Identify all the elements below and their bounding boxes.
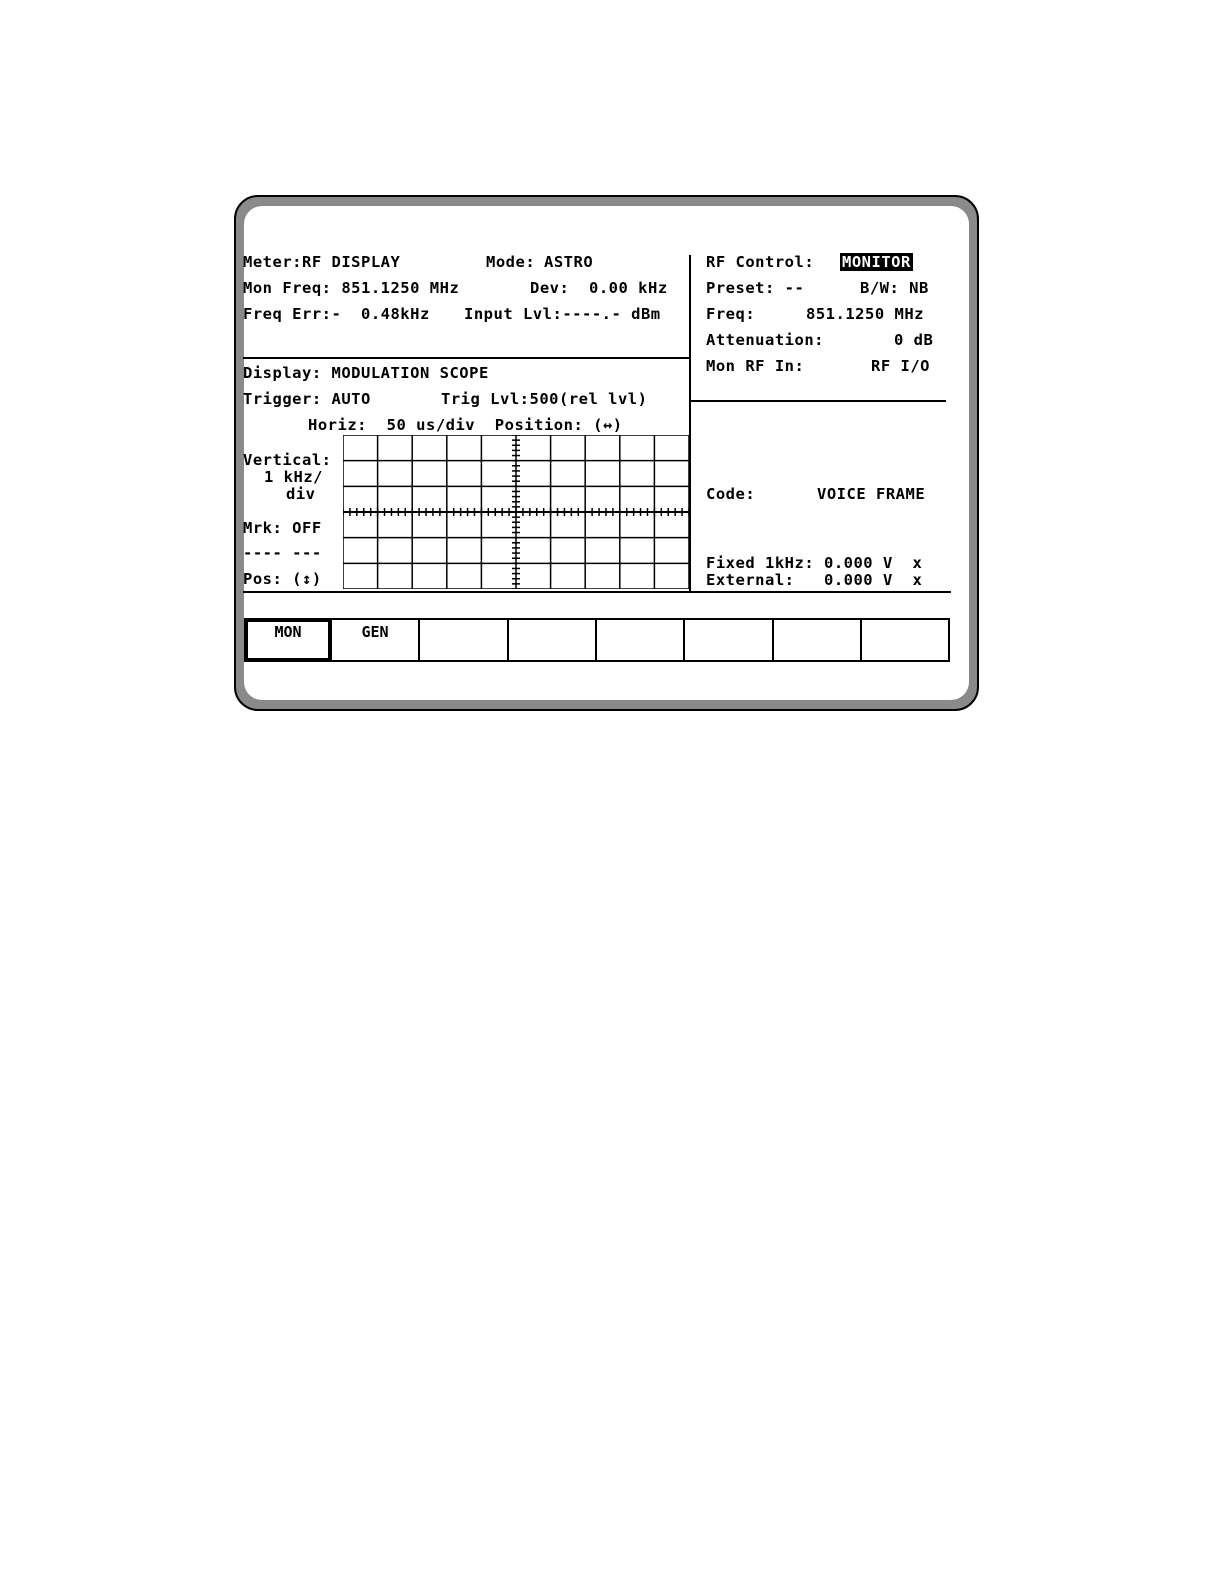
mon-rf-in-value[interactable]: RF I/O [871, 357, 930, 375]
mon-freq-readout: Mon Freq: 851.1250 MHz [243, 279, 460, 297]
softkey-6[interactable] [683, 618, 774, 662]
meter-divider [243, 357, 690, 359]
softkey-4[interactable] [507, 618, 597, 662]
attenuation-value[interactable]: 0 dB [894, 331, 934, 349]
marker-field[interactable]: Mrk: OFF [243, 519, 322, 537]
softkey-3[interactable] [418, 618, 509, 662]
code-label: Code: [706, 485, 756, 503]
external-readout: External: 0.000 V x [706, 571, 923, 589]
freq-label: Freq: [706, 305, 756, 323]
mode-label: Mode: [486, 253, 536, 271]
input-lvl-readout: Input Lvl:----.- dBm [464, 305, 661, 323]
modulation-scope-graticule [343, 435, 689, 589]
rf-control-label: RF Control: [706, 253, 815, 271]
rf-control-value[interactable]: MONITOR [842, 253, 911, 271]
meter-label[interactable]: Meter:RF DISPLAY [243, 253, 401, 271]
fixed-1khz-readout: Fixed 1kHz: 0.000 V x [706, 554, 923, 572]
bottom-divider [243, 591, 951, 593]
vertical-scale[interactable]: 1 kHz/ [264, 468, 323, 486]
trigger-field[interactable]: Trigger: AUTO [243, 390, 371, 408]
mode-value[interactable]: ASTRO [544, 253, 594, 271]
vertical-unit: div [286, 485, 316, 503]
rf-control-divider [691, 400, 946, 402]
code-value[interactable]: VOICE FRAME [817, 485, 926, 503]
marker-value: ---- --- [243, 544, 322, 562]
softkey-mon[interactable]: MON [244, 618, 332, 662]
preset-field[interactable]: Preset: -- [706, 279, 805, 297]
freq-err-readout: Freq Err:- 0.48kHz [243, 305, 430, 323]
display-selector[interactable]: Display: MODULATION SCOPE [243, 364, 489, 382]
softkey-7[interactable] [772, 618, 862, 662]
attenuation-label: Attenuation: [706, 331, 824, 349]
dev-readout: Dev: 0.00 kHz [530, 279, 668, 297]
horiz-field[interactable]: Horiz: 50 us/div Position: (↔) [308, 416, 623, 434]
center-divider [689, 255, 691, 592]
softkey-bar [244, 618, 950, 662]
bandwidth-field[interactable]: B/W: NB [860, 279, 929, 297]
vertical-position-field[interactable]: Pos: (↕) [243, 570, 322, 588]
freq-value[interactable]: 851.1250 MHz [806, 305, 924, 323]
trig-lvl-field[interactable]: Trig Lvl:500(rel lvl) [441, 390, 648, 408]
softkey-5[interactable] [595, 618, 685, 662]
softkey-gen[interactable]: GEN [330, 618, 420, 662]
mon-rf-in-label: Mon RF In: [706, 357, 805, 375]
vertical-label: Vertical: [243, 451, 332, 469]
softkey-8[interactable] [860, 618, 950, 662]
